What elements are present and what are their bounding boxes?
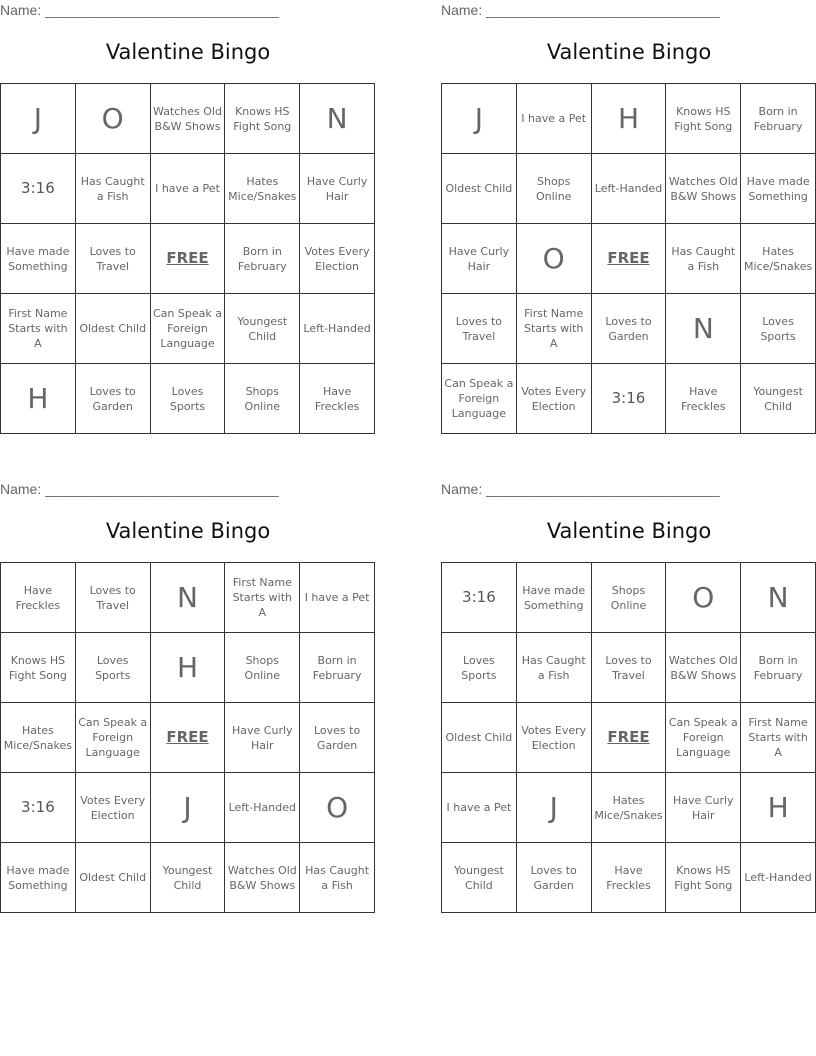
bingo-cell[interactable]: Left-Handed [225,773,300,843]
name-field[interactable]: Name: ______________________________ [441,2,720,18]
bingo-cell[interactable]: Oldest Child [76,294,151,364]
bingo-cell[interactable]: Loves to Garden [300,703,375,773]
bingo-cell[interactable]: Votes Every Election [517,703,592,773]
bingo-cell[interactable]: Has Caught a Fish [517,633,592,703]
free-space[interactable]: FREE [151,703,226,773]
bingo-cell[interactable]: Watches Old B&W Shows [666,633,741,703]
bingo-cell[interactable]: Shops Online [592,563,667,633]
bingo-cell[interactable]: Loves Sports [76,633,151,703]
letter-cell[interactable]: N [666,294,741,364]
bingo-cell[interactable]: Loves Sports [741,294,816,364]
bingo-cell[interactable]: Loves to Garden [592,294,667,364]
free-space[interactable]: FREE [151,224,226,294]
letter-cell[interactable]: J [151,773,226,843]
bingo-cell[interactable]: Votes Every Election [76,773,151,843]
bingo-cell[interactable]: Hates Mice/Snakes [1,703,76,773]
bingo-cell[interactable]: Hates Mice/Snakes [592,773,667,843]
bingo-cell[interactable]: Loves Sports [151,364,226,434]
bingo-cell[interactable]: Have Curly Hair [225,703,300,773]
bingo-cell[interactable]: Have Curly Hair [666,773,741,843]
bingo-grid [441,562,816,913]
bingo-cell[interactable]: First Name Starts with A [1,294,76,364]
bingo-cell[interactable]: Loves to Travel [76,224,151,294]
bingo-cell[interactable]: Left-Handed [592,154,667,224]
bingo-cell[interactable]: Hates Mice/Snakes [225,154,300,224]
name-field[interactable]: Name: ______________________________ [441,481,720,497]
bingo-cell[interactable]: Loves Sports [442,633,517,703]
letter-cell[interactable]: O [666,563,741,633]
free-space[interactable]: FREE [592,224,667,294]
bingo-cell[interactable]: Have Curly Hair [300,154,375,224]
bingo-cell[interactable]: Watches Old B&W Shows [225,843,300,913]
bingo-grid [0,83,375,434]
bingo-cell[interactable]: Knows HS Fight Song [666,843,741,913]
bingo-cell[interactable]: I have a Pet [442,773,517,843]
bingo-cell[interactable]: Watches Old B&W Shows [151,84,226,154]
bingo-cell[interactable]: Have made Something [1,224,76,294]
bingo-cell[interactable]: Can Speak a Foreign Language [442,364,517,434]
bingo-cell[interactable]: Have made Something [741,154,816,224]
bingo-cell[interactable]: Shops Online [225,364,300,434]
bingo-cell[interactable]: First Name Starts with A [225,563,300,633]
bingo-cell[interactable]: Has Caught a Fish [666,224,741,294]
bingo-cell[interactable]: Born in February [741,633,816,703]
bingo-cell[interactable]: Can Speak a Foreign Language [666,703,741,773]
bingo-cell[interactable]: I have a Pet [151,154,226,224]
bingo-cell[interactable]: Loves to Travel [592,633,667,703]
bingo-cell[interactable]: Votes Every Election [517,364,592,434]
letter-cell[interactable]: N [300,84,375,154]
letter-cell[interactable]: H [151,633,226,703]
letter-cell[interactable]: J [442,84,517,154]
number-cell[interactable]: 3:16 [592,364,667,434]
letter-cell[interactable]: H [741,773,816,843]
card-title: Valentine Bingo [546,519,712,543]
number-cell[interactable]: 3:16 [442,563,517,633]
number-cell[interactable]: 3:16 [1,773,76,843]
letter-cell[interactable]: O [517,224,592,294]
card-title: Valentine Bingo [105,519,271,543]
bingo-cell[interactable]: Shops Online [225,633,300,703]
letter-cell[interactable]: O [300,773,375,843]
bingo-cell[interactable]: Oldest Child [76,843,151,913]
bingo-cell[interactable]: Knows HS Fight Song [225,84,300,154]
bingo-cell[interactable]: Have made Something [517,563,592,633]
bingo-cell[interactable]: I have a Pet [517,84,592,154]
bingo-cell[interactable]: Born in February [741,84,816,154]
bingo-grid [0,562,375,913]
bingo-cell[interactable]: Loves to Travel [442,294,517,364]
bingo-cell[interactable]: Hates Mice/Snakes [741,224,816,294]
bingo-cell[interactable]: Have Freckles [592,843,667,913]
card-title: Valentine Bingo [105,40,271,64]
letter-cell[interactable]: N [151,563,226,633]
bingo-cell[interactable]: Have made Something [1,843,76,913]
letter-cell[interactable]: N [741,563,816,633]
bingo-cell[interactable]: Youngest Child [741,364,816,434]
name-field[interactable]: Name: ______________________________ [0,481,279,497]
bingo-cell[interactable]: First Name Starts with A [517,294,592,364]
bingo-grid [441,83,816,434]
bingo-cell[interactable]: Have Freckles [666,364,741,434]
bingo-cell[interactable]: Loves to Garden [76,364,151,434]
bingo-cell[interactable]: Youngest Child [225,294,300,364]
bingo-cell[interactable]: Left-Handed [741,843,816,913]
bingo-cell[interactable]: Have Freckles [300,364,375,434]
bingo-cell[interactable]: Has Caught a Fish [300,843,375,913]
bingo-cell[interactable]: Votes Every Election [300,224,375,294]
bingo-cell[interactable]: Have Curly Hair [442,224,517,294]
bingo-cell[interactable]: Oldest Child [442,154,517,224]
bingo-cell[interactable]: Knows HS Fight Song [1,633,76,703]
bingo-cell[interactable]: Loves to Garden [517,843,592,913]
bingo-cell[interactable]: First Name Starts with A [741,703,816,773]
letter-cell[interactable]: O [76,84,151,154]
letter-cell[interactable]: J [517,773,592,843]
letter-cell[interactable]: J [1,84,76,154]
name-field[interactable]: Name: ______________________________ [0,2,279,18]
bingo-cell[interactable]: Left-Handed [300,294,375,364]
bingo-cell[interactable]: Loves to Travel [76,563,151,633]
bingo-cell[interactable]: Youngest Child [151,843,226,913]
bingo-cell[interactable]: I have a Pet [300,563,375,633]
number-cell[interactable]: 3:16 [1,154,76,224]
free-space[interactable]: FREE [592,703,667,773]
bingo-cell[interactable]: Born in February [300,633,375,703]
card-title: Valentine Bingo [546,40,712,64]
bingo-cell[interactable]: Can Speak a Foreign Language [76,703,151,773]
bingo-cell[interactable]: Knows HS Fight Song [666,84,741,154]
bingo-cell[interactable]: Has Caught a Fish [76,154,151,224]
bingo-cell[interactable]: Have Freckles [1,563,76,633]
letter-cell[interactable]: H [592,84,667,154]
bingo-cell[interactable]: Oldest Child [442,703,517,773]
bingo-cell[interactable]: Can Speak a Foreign Language [151,294,226,364]
letter-cell[interactable]: H [1,364,76,434]
bingo-cell[interactable]: Shops Online [517,154,592,224]
bingo-cell[interactable]: Watches Old B&W Shows [666,154,741,224]
bingo-cell[interactable]: Born in February [225,224,300,294]
bingo-cell[interactable]: Youngest Child [442,843,517,913]
